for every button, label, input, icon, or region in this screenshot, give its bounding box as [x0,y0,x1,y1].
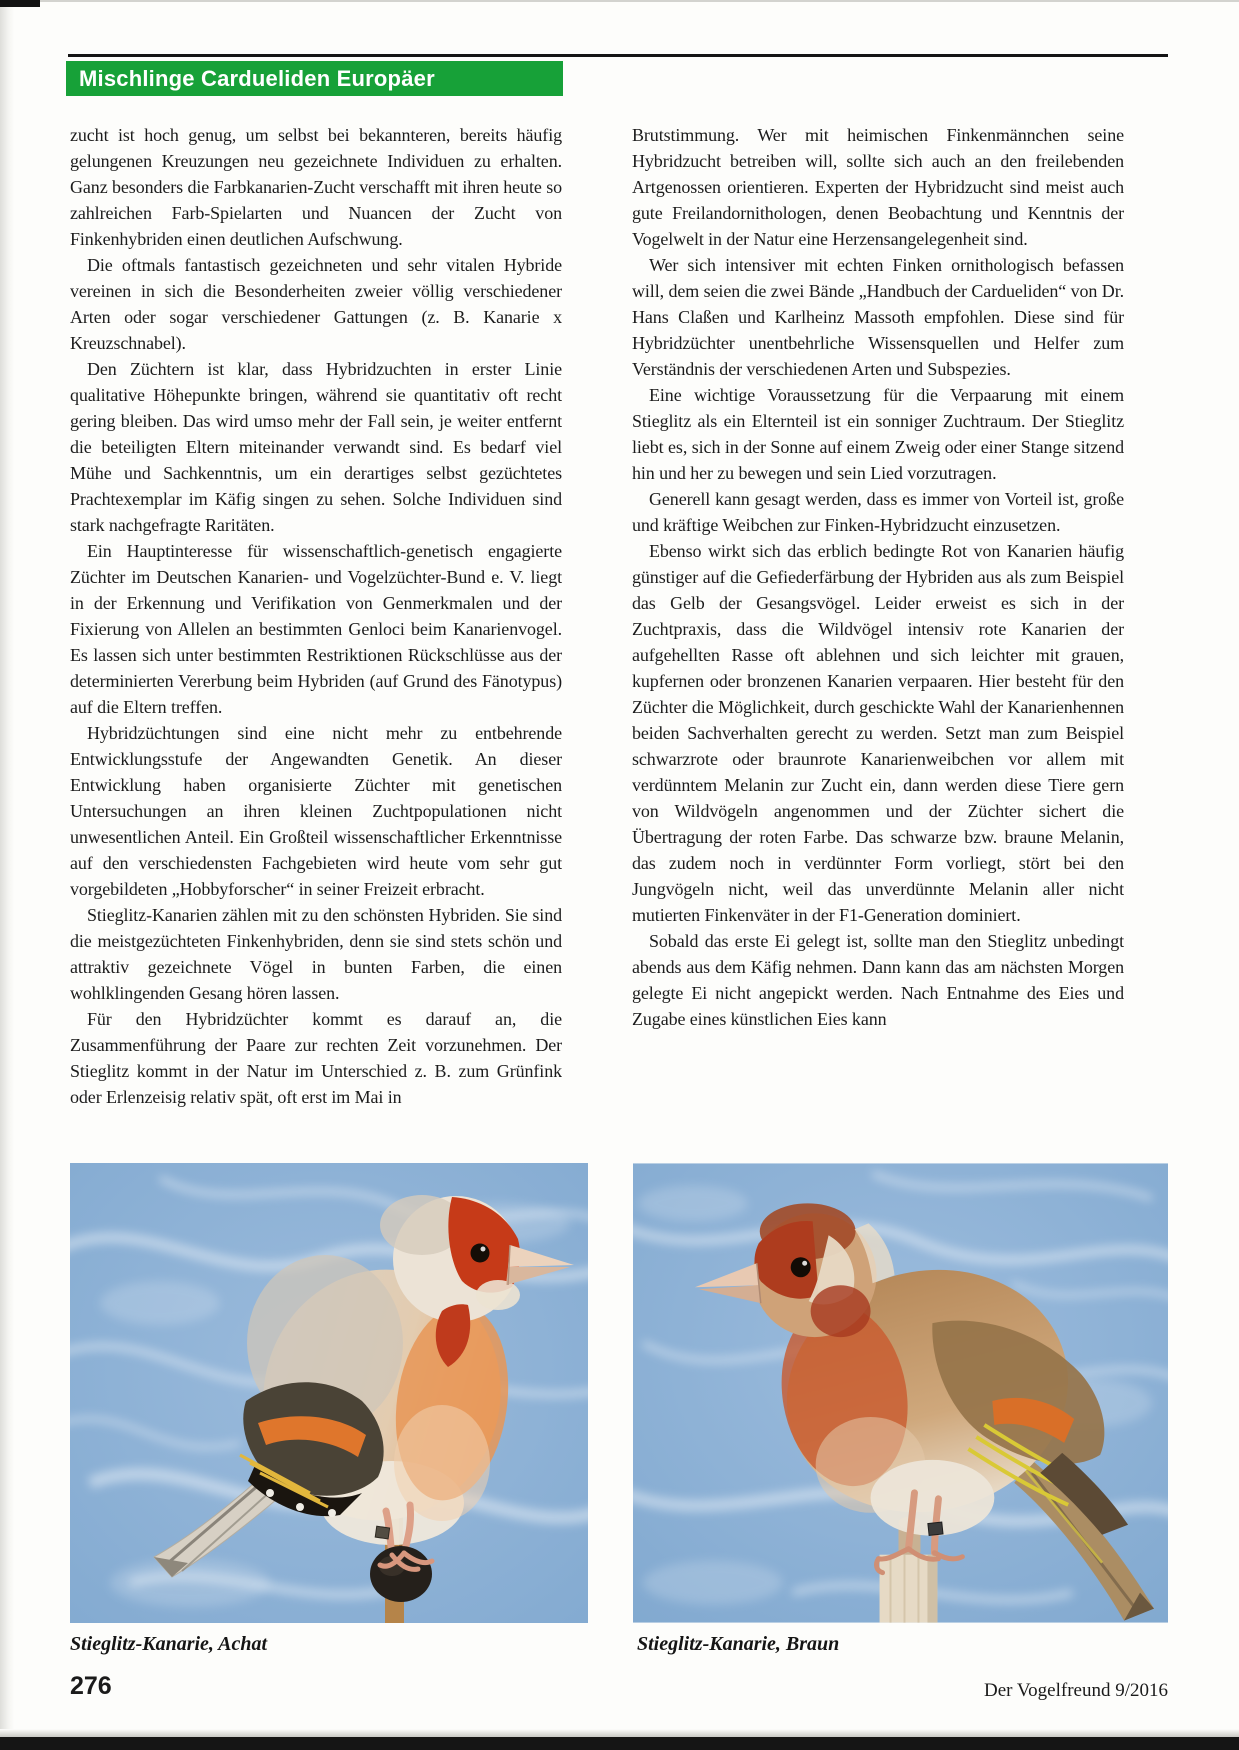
scan-top-line [0,0,1239,2]
paragraph: Wer sich intensiver mit echten Finken ornithologisch befassen will, dem seien die zwei Bände „Handbuch der Cardueliden“ von Dr. Hans Claßen und Karlheinz Massoth empfohlen. Diese sind für Hybridzüchter unentbehrliche Wissensquellen und Helfer zum Verständnis der verschiedenen Arten und Subspezies. [632,255,1124,379]
section-title: Mischlinge Cardueliden Europäer [79,66,435,91]
figure-caption-achat: Stieglitz-Kanarie, Achat [70,1633,268,1655]
paragraph: zucht ist hoch genug, um selbst bei bekannteren, bereits häufig gelungenen Kreuzungen neu gezeichnete Individuen zu erhalten. Ganz besonders die Farbkanarien-Zucht verschafft mit ihren heute so zahlreichen Farb-Spielarten und Nuancen der Zucht von Finkenhybriden einen deutlichen Aufschwung. [70,125,562,249]
scan-edge-strip [0,0,14,1750]
paragraph: Sobald das erste Ei gelegt ist, sollte man den Stieglitz unbedingt abends aus dem Käfig nehmen. Dann kann das am nächsten Morgen gelegte Ei nicht angepickt werden. Nach Entnahme des Eies und Zugabe eines künstlichen Eies kann [632,931,1124,1029]
paragraph: Generell kann gesagt werden, dass es immer von Vorteil ist, große und kräftige Weibchen zur Finken-Hybridzucht einzusetzen. [632,489,1124,535]
scan-corner-mark [0,0,40,7]
photo-braun-image [633,1163,1168,1623]
scan-bottom-shade [0,1729,1239,1737]
figure-stieglitz-achat [70,1163,588,1623]
journal-issue: Der Vogelfreund 9/2016 [984,1680,1168,1701]
paragraph: Den Züchtern ist klar, dass Hybridzuchten in erster Linie qualitative Höhepunkte bringen, während sie quantitativ oft recht gering bleiben. Das wird umso mehr der Fall sein, je weiter entfernt die beteiligten Eltern miteinander verwandt sind. Es bedarf viel Mühe und Sachkenntnis, um ein derartiges selbst gezüchtetes Prachtexemplar im Käfig singen zu sehen. Solche Individuen sind stark nachgefragte Raritäten. [70,359,562,535]
paragraph: Stieglitz-Kanarien zählen mit zu den schönsten Hybriden. Sie sind die meistgezüchteten Finkenhybriden, denn sie sind stets schön und attraktiv gezeichnete Vögel in bunten Farben, die einen wohlklingenden Gesang hören lassen. [70,905,562,1003]
section-header-bar [66,61,563,96]
text-column-left [70,122,562,1160]
figure-stieglitz-braun [633,1163,1168,1623]
paragraph: Brutstimmung. Wer mit heimischen Finkenmännchen seine Hybridzucht betreiben will, sollte sich auch an den freilebenden Artgenossen orientieren. Experten der Hybridzucht sind meist auch gute Freilandornithologen, denen Beobachtung und Kenntnis der Vogelwelt in der Natur eine Herzensangelegenheit sind. [632,125,1124,249]
figure-caption-braun: Stieglitz-Kanarie, Braun [637,1633,840,1655]
paragraph: Eine wichtige Voraussetzung für die Verpaarung mit einem Stieglitz als ein Elternteil ist ein sonniger Zuchtraum. Der Stieglitz liebt es, sich in der Sonne auf einem Zweig oder einer Stange sitzend hin und her zu bewegen und sein Lied vorzutragen. [632,385,1124,483]
photo-achat-image [70,1163,588,1623]
scan-bottom-bar [0,1737,1239,1750]
paragraph: Die oftmals fantastisch gezeichneten und sehr vitalen Hybride vereinen in sich die Besonderheiten zweier völlig verschiedener Arten oder sogar verschiedener Gattungen (z. B. Kanarie x Kreuzschnabel). [70,255,562,353]
paragraph: Ein Hauptinteresse für wissenschaftlich-genetisch engagierte Züchter im Deutschen Kanarien- und Vogelzüchter-Bund e. V. liegt in der Erkennung und Verifikation von Genmerkmalen und der Fixierung von Allelen an bestimmten Genloci beim Kanarienvogel. Es lassen sich unter bestimmten Restriktionen Rückschlüsse aus der determinierten Vererbung beim Hybriden (auf Grund des Fänotypus) auf die Eltern treffen. [70,541,562,717]
paragraph: Für den Hybridzüchter kommt es darauf an, die Zusammenführung der Paare zur rechten Zeit vorzunehmen. Der Stieglitz kommt in der Natur im Unterschied z. B. zum Grünfink oder Erlenzeisig relativ spät, oft erst im Mai in [70,1009,562,1107]
paragraph: Ebenso wirkt sich das erblich bedingte Rot von Kanarien häufig günstiger auf die Gefiederfärbung der Hybriden aus als zum Beispiel das Gelb der Gesangsvögel. Leider erweist es sich in der Zuchtpraxis, dass die Wildvögel intensiv rote Kanarien der aufgehellten Rasse oft ablehnen und sich leichter mit grauen, kupfernen oder bronzenen Kanarien verpaaren. Hier besteht für den Züchter die Möglichkeit, durch geschickte Wahl der Kanarienhennen beiden Sachverhalten gerecht zu werden. Setzt man zum Beispiel schwarzrote oder braunrote Kanarienweibchen vor allem mit verdünntem Melanin zur Zucht ein, dann werden diese Tiere gern von Wildvögeln angenommen und der Züchter sichert die Übertragung der roten Farbe. Das schwarze bzw. braune Melanin, das zudem noch in verdünnter Form vorliegt, stört bei den Jungvögeln nicht, weil das unverdünnte Melanin aller nicht mutierten Finkenväter in der F1-Generation dominiert. [632,541,1124,925]
text-column-right [632,122,1124,1160]
paragraph: Hybridzüchtungen sind eine nicht mehr zu entbehrende Entwicklungsstufe der Angewandten Genetik. An dieser Entwicklung haben organisierte Züchter mit genetischen Untersuchungen an ihren kleinen Zuchtpopulationen nicht unwesentlichen Anteil. Ein Großteil wissenschaftlicher Erkenntnisse auf den verschiedensten Fachgebieten wird heute vom sehr gut vorgebildeten „Hobbyforscher“ in seiner Freizeit erbracht. [70,723,562,899]
header-rule [68,54,1168,57]
page-number: 276 [70,1672,112,1700]
